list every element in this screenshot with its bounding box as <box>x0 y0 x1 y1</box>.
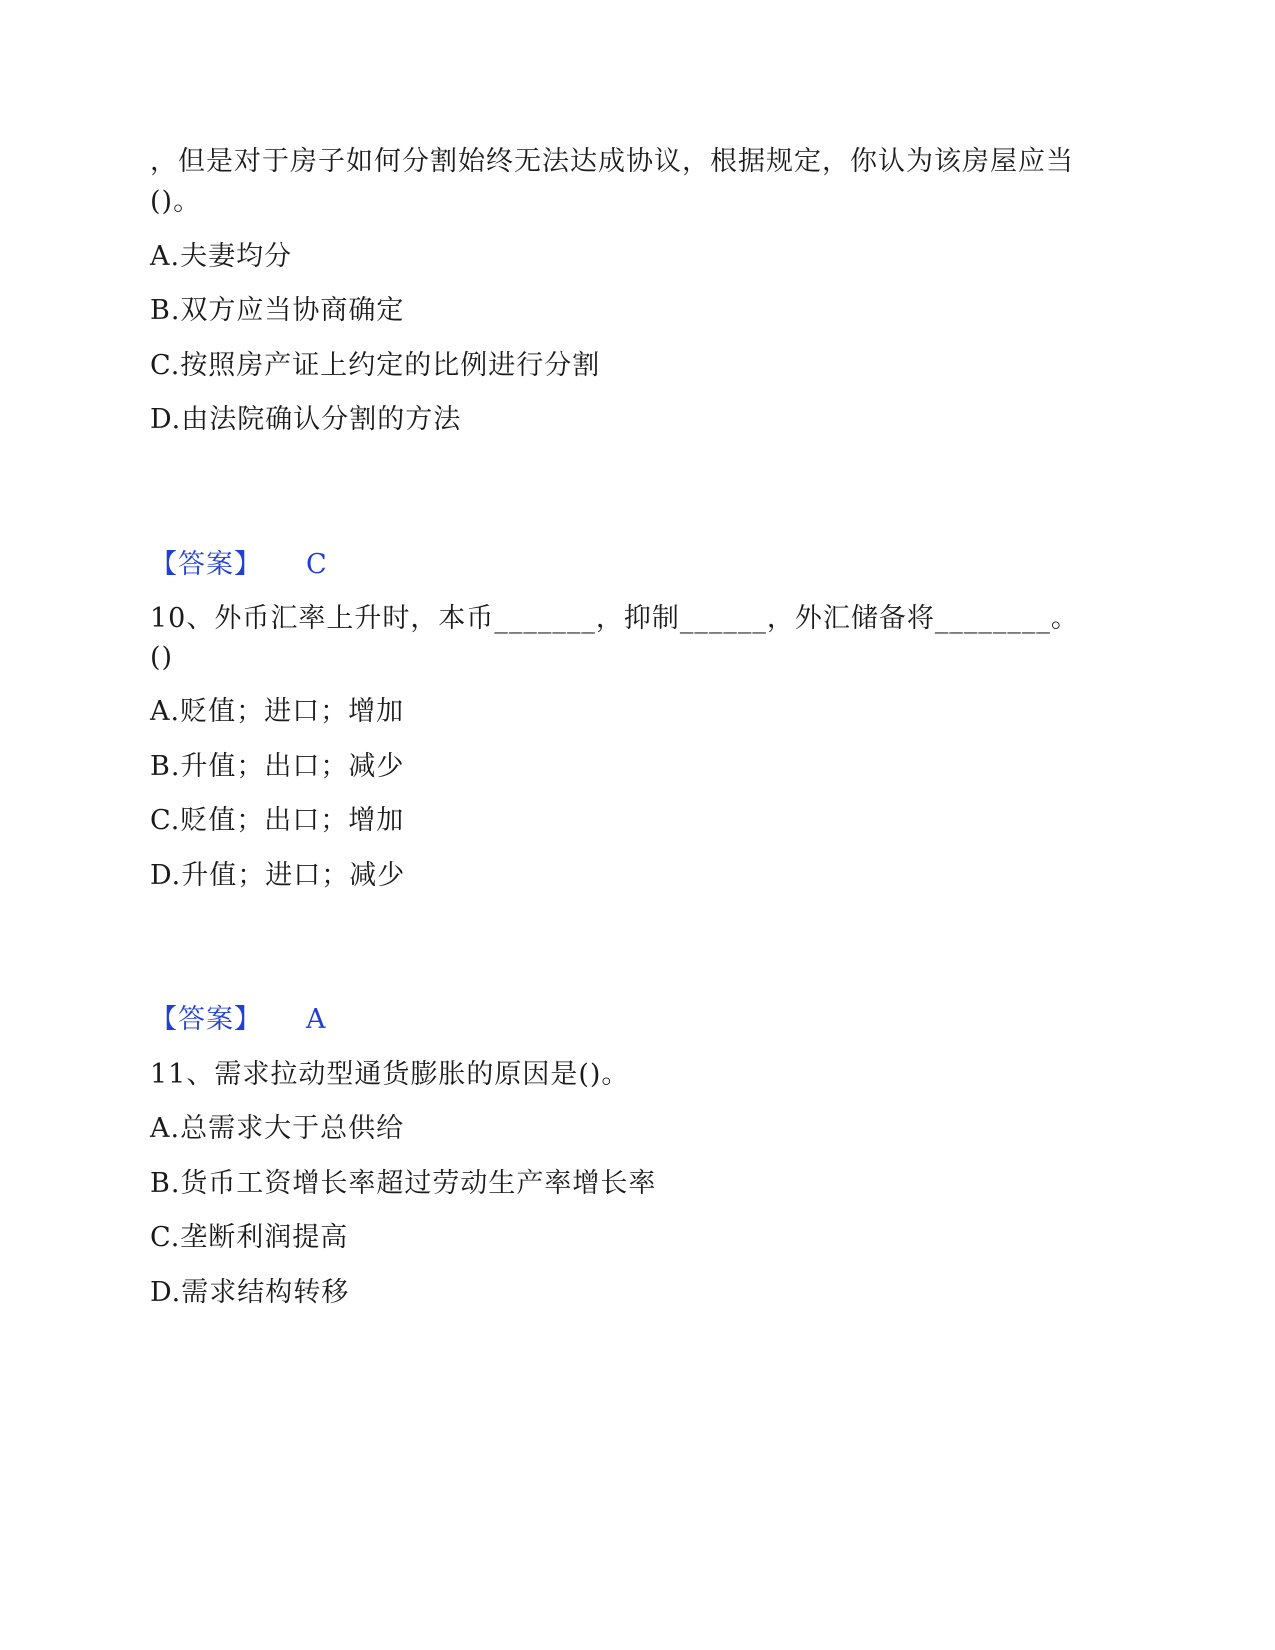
q10-answer-label: 【答案】 <box>150 1004 262 1035</box>
q9-answer-label: 【答案】 <box>150 549 262 580</box>
q10-option-d: D.升值；进口；减少 <box>150 860 406 891</box>
q9-stem-line-2: ()。 <box>150 186 202 217</box>
q9-option-a: A.夫妻均分 <box>150 241 293 272</box>
q10-option-b: B.升值；出口；减少 <box>150 751 405 782</box>
q9-option-c: C.按照房产证上约定的比例进行分割 <box>150 350 601 381</box>
q9-option-b: B.双方应当协商确定 <box>150 295 405 326</box>
q11-option-a: A.总需求大于总供给 <box>150 1113 405 1144</box>
q11-option-c: C.垄断利润提高 <box>150 1222 349 1253</box>
q10-answer <box>150 1000 327 1040</box>
q10-option-c: C.贬值；出口；增加 <box>150 805 405 836</box>
q9-option-d: D.由法院确认分割的方法 <box>150 404 462 435</box>
q11-stem-line-1: 11、需求拉动型通货膨胀的原因是()。 <box>150 1059 630 1090</box>
q10-stem-line-1: 10、外币汇率上升时，本币_______，抑制______，外汇储备将________。 <box>150 603 1079 634</box>
q10-answer-value: A <box>306 1004 327 1035</box>
q10-stem-line-2: () <box>150 642 174 673</box>
q9-answer-value: C <box>306 549 328 580</box>
q9-answer <box>150 545 328 585</box>
q11-option-d: D.需求结构转移 <box>150 1277 350 1308</box>
q11-option-b: B.货币工资增长率超过劳动生产率增长率 <box>150 1168 657 1199</box>
q9-stem-line-1: ，但是对于房子如何分割始终无法达成协议，根据规定，你认为该房屋应当 <box>150 146 1074 177</box>
q10-option-a: A.贬值；进口；增加 <box>150 696 405 727</box>
